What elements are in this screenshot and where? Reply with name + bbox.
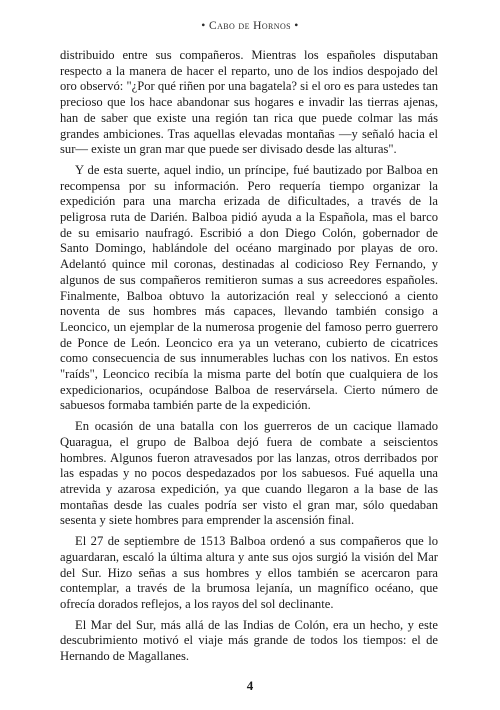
body-text: [60, 48, 438, 670]
paragraph-5: El Mar del Sur, más allá de las Indias de Colón, era un hecho, y este descubrimiento motivó el viaje más grande de todos los tiempos: el de Hernando de Magallanes.: [60, 617, 438, 664]
header-bullet-left: •: [201, 20, 206, 32]
running-header: [0, 20, 500, 32]
paragraph-4: El 27 de septiembre de 1513 Balboa ordenó a sus compañeros que lo aguardaran, escaló la última altura y ante sus ojos surgió la visión del Mar del Sur. Hizo señas a sus hombres y ellos también se acercaron para contemplar, a través de la brumosa lejanía, un magnífico océano, que ofrecía dorados reflejos, a los rayos del sol declinante.: [60, 534, 438, 611]
running-header-title: Cabo de Hornos: [209, 20, 291, 32]
page-number: 4: [246, 678, 254, 693]
paragraph-3: En ocasión de una batalla con los guerreros de un cacique llamado Quaragua, el grupo de Balboa dejó fuera de combate a seiscientos hombres. Algunos fueron atravesados por las lanzas, otros derribados por las espadas y no pocos despedazados por los sabuesos. Fué aquella una atrevida y azarosa expedición, ya que cuando llegaron a la base de las montañas desde las cuales podría ser visto el gran mar, sólo quedaban sesenta y siete hombres para emprender la ascensión final.: [60, 419, 438, 528]
paragraph-2: Y de esta suerte, aquel indio, un príncipe, fué bautizado por Balboa en recompensa por su información. Pero requería tiempo organizar la expedición para una marcha erizada de dificultades, a través de la peligrosa ruta de Darién. Balboa pidió ayuda a la Española, mas el barco de su emisario naufragó. Escribió a don Diego Colón, gobernador de Santo Domingo, hablándole del océano marginado por playas de oro. Adelantó quince mil coronas, destinadas al codicioso Rey Fernando, y algunos de sus compañeros remitieron sumas a sus acreedores españoles. Finalmente, Balboa obtuvo la autorización real y seleccionó a ciento noventa de sus hombres más capaces, llevando también consigo a Leoncico, un ejemplar de la numerosa progenie del famoso perro guerrero de Ponce de León. Leoncico era ya un veterano, cubierto de cicatrices como consecuencia de sus innumerables luchas con los nativos. En estos "raíds", Leoncico recibía la misma parte del botín que cualquiera de los expedicionarios, ocupándose Balboa de reservársela. Cierto número de sabuesos formaba también parte de la expedición.: [60, 162, 438, 413]
paragraph-1: distribuido entre sus compañeros. Mientras los españoles disputaban respecto a la manera de hacer el reparto, uno de los indios despojado del oro observó: "¿Por qué riñen por una bagatela? si el oro es para ustedes tan precioso que los hace abandonar sus hogares e invadir las tierras ajenas, han de saber que existe una región tan rica que puede colmar las más grandes ambiciones. Tras aquellas elevadas montañas —y señaló hacia el sur— existe un gran mar que puede ser divisado desde las alturas".: [60, 48, 438, 157]
header-bullet-right: •: [294, 20, 299, 32]
